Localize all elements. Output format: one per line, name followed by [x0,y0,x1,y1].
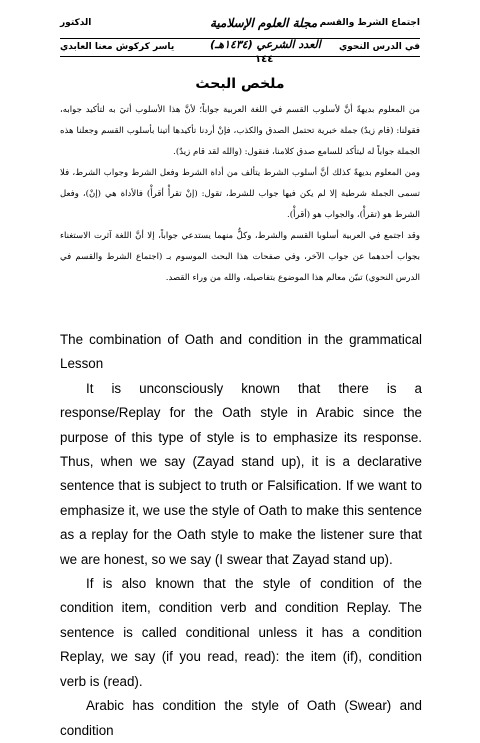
english-paragraph: If is also known that the style of condition of the condition item, condition verb and condition Replay. The sentence is called conditional unless it has a condition Replay, we say (if you read, read): the item (if), condition verb is (read). [60,576,422,689]
english-paragraph: Arabic has condition the style of Oath (Swear) and condition [60,698,422,738]
header-issue: العدد الشرعي (١٤٣٤هـ) [210,38,321,51]
arabic-paragraph: ومن المعلوم بديهةً كذلك أنَّ أسلوب الشرط يتألف من أداة الشرط وفعل الشرط وجواب الشرط، فلا تسمى الجملة شرطية إلا لم يكن فيها جواب للشرط، تقول: (إنْ تقرأْ أقرأْ) فالأداة هي (إنْ)، وفعل الشرط هو (تقرأْ)، والجواب هو (أقرأْ). [60,168,420,220]
arabic-paragraph: وقد اجتمع في العربية أسلوبا القسم والشرط، وكلٌّ منهما يستدعي جواباً، إلا أنَّ اللغة آثرت الاستغناء بجواب أحدهما عن جواب الآخر، وفي صفحات هذا البحث الموسوم بـ (اجتماع الشرط والقسم في الدرس النحوي) تبيّن معالم هذا الموضوع بتفاصيله، والله من وراء القصد. [60,231,420,283]
english-title: The combination of Oath and condition in the grammatical Lesson [60,332,422,372]
header-lesson: في الدرس النحوي [338,42,420,52]
header-divider-bottom [60,56,420,57]
header-author: ياسر كركوش معنا العابدي [60,42,175,52]
arabic-abstract [60,100,420,289]
abstract-title: ملخص البحث [195,76,285,92]
english-paragraph: It is unconsciously known that there is a response/Replay for the Oath style in Arabic since the purpose of this type of style is to emphasize its response. Thus, when we say (Zayad stand up), it is a declarative sentence that is subject to truth or Falsification. If we want to emphasize it, we use the style of Oath to make this sentence as a replay for the Oath style to make the listener sure that we are honest, so we say (I swear that Zayad stand up). [60,380,422,567]
page-number: ١٤٤ [255,54,274,65]
header-doctor-label: الدكتور [60,18,92,28]
header-divider-top [60,38,420,39]
page-header [60,12,420,68]
journal-title: مجلة العلوم الإسلامية [210,16,318,30]
arabic-paragraph: من المعلوم بديهةً أنَّ لأسلوب القسم في اللغة العربية جواباً؛ لأنَّ هذا الأسلوب أتيَ به لتأكيد جوابه، فقولنا: (قام زيدٌ) جملة خبرية تحتمل الصدق والكذب، فإنْ أردنا تأكيدها أتينا بأسلوب القسم وجعلنا هذه الجملة جواباً له ليتأكد للسامع صدق كلامنا، فنقول: (والله لقد قام زيدٌ). [60,105,420,157]
english-abstract [60,328,422,743]
header-topic: اجتماع الشرط والقسم [319,18,420,28]
